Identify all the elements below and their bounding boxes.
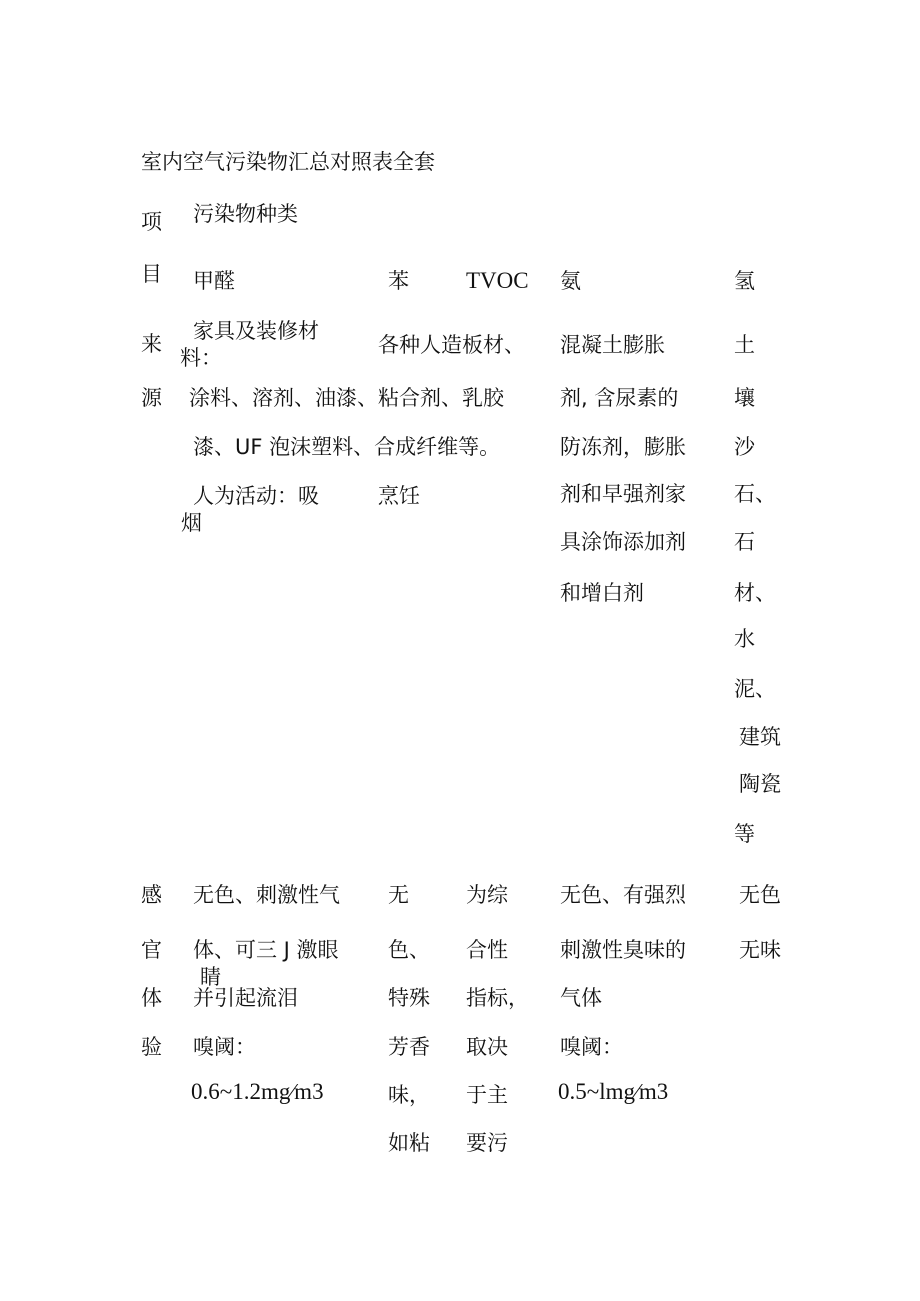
source-ammonia-line: 防冻剂，膨胀	[560, 435, 686, 459]
sensory-label-2: 官	[141, 938, 162, 962]
source-ammonia-line: 剂, 含尿素的	[560, 386, 679, 410]
sensory-formaldehyde-line: 无色、刺激性气	[193, 883, 340, 907]
source-shared-line2: 涂料、溶剂、油漆、粘合剂、乳胶	[189, 386, 504, 410]
sensory-tvoc-line: 要污	[466, 1131, 508, 1155]
sensory-formaldehyde-line: 体、可三 J 激眼	[193, 938, 339, 962]
source-radon-line: 等	[734, 822, 755, 846]
source-label-1: 来	[141, 332, 162, 356]
source-radon-line: 陶瓷	[739, 772, 781, 796]
sensory-benzene-line: 特殊	[388, 986, 430, 1010]
source-shared-line3: 漆、UF 泡沫塑料、合成纤维等。	[193, 435, 501, 459]
sensory-ammonia-threshold: 0.5~lmg∕m3	[558, 1079, 669, 1104]
header-benzene: 苯	[388, 269, 409, 293]
header-tvoc: TVOC	[466, 268, 529, 293]
sensory-benzene-line: 味，	[388, 1083, 430, 1107]
source-radon-line: 材、	[734, 581, 776, 605]
row-label-item-1: 项	[141, 210, 162, 234]
sensory-ammonia-line: 气体	[560, 986, 602, 1010]
sensory-ammonia-line: 嗅阈：	[560, 1035, 623, 1059]
sensory-radon-line: 无色	[739, 883, 781, 907]
source-cooking: 烹饪	[378, 484, 420, 508]
source-radon-line: 沙	[734, 435, 755, 459]
source-human-activity: 人为活动：吸	[193, 484, 319, 508]
sensory-tvoc-line: 指标，	[466, 986, 529, 1010]
source-formaldehyde-line1a: 家具及装修材	[193, 319, 319, 343]
header-formaldehyde: 甲醛	[193, 269, 235, 293]
source-radon-line: 石	[734, 530, 755, 554]
sensory-label-1: 感	[141, 883, 162, 907]
sensory-label-3: 体	[141, 986, 162, 1010]
sensory-tvoc-line: 合性	[466, 938, 508, 962]
source-radon-line: 壤	[734, 386, 755, 410]
pollutant-group-label: 污染物种类	[193, 202, 298, 226]
source-human-activity-clipped: 烟	[181, 511, 202, 535]
sensory-label-4: 验	[141, 1035, 162, 1059]
source-benzene-line1: 各种人造板材、	[378, 333, 525, 357]
source-radon-line: 土	[734, 333, 755, 357]
sensory-formaldehyde-line: 嗅阈：	[193, 1035, 256, 1059]
source-label-2: 源	[141, 386, 162, 410]
source-ammonia-line: 具涂饰添加剂	[560, 530, 686, 554]
source-formaldehyde-line1b: 料：	[180, 346, 222, 370]
source-radon-line: 水	[734, 627, 755, 651]
sensory-ammonia-line: 无色、有强烈	[560, 883, 686, 907]
sensory-formaldehyde-line: 并引起流泪	[193, 986, 298, 1010]
source-radon-line: 建筑	[739, 725, 781, 749]
sensory-benzene-line: 色、	[388, 938, 430, 962]
sensory-benzene-line: 如粘	[388, 1131, 430, 1155]
page-title: 室内空气污染物汇总对照表全套	[141, 150, 435, 174]
sensory-formaldehyde-clipped: 睛	[200, 965, 221, 989]
header-radon: 氢	[734, 269, 755, 293]
sensory-benzene-line: 芳香	[388, 1035, 430, 1059]
sensory-formaldehyde-threshold: 0.6~1.2mg∕m3	[191, 1079, 324, 1104]
sensory-tvoc-line: 取决	[466, 1035, 508, 1059]
sensory-ammonia-line: 刺激性臭味的	[560, 938, 686, 962]
source-radon-line: 泥、	[734, 677, 776, 701]
source-ammonia-line: 和增白剂	[560, 581, 644, 605]
source-radon-line: 石、	[734, 482, 776, 506]
sensory-radon-line: 无味	[739, 938, 781, 962]
sensory-tvoc-line: 为综	[466, 883, 508, 907]
source-ammonia-line: 混凝土膨胀	[560, 333, 665, 357]
sensory-tvoc-line: 于主	[466, 1083, 508, 1107]
header-ammonia: 氨	[560, 269, 581, 293]
sensory-benzene-line: 无	[388, 883, 409, 907]
source-ammonia-line: 剂和早强剂家	[560, 482, 686, 506]
row-label-item-2: 目	[141, 262, 162, 286]
